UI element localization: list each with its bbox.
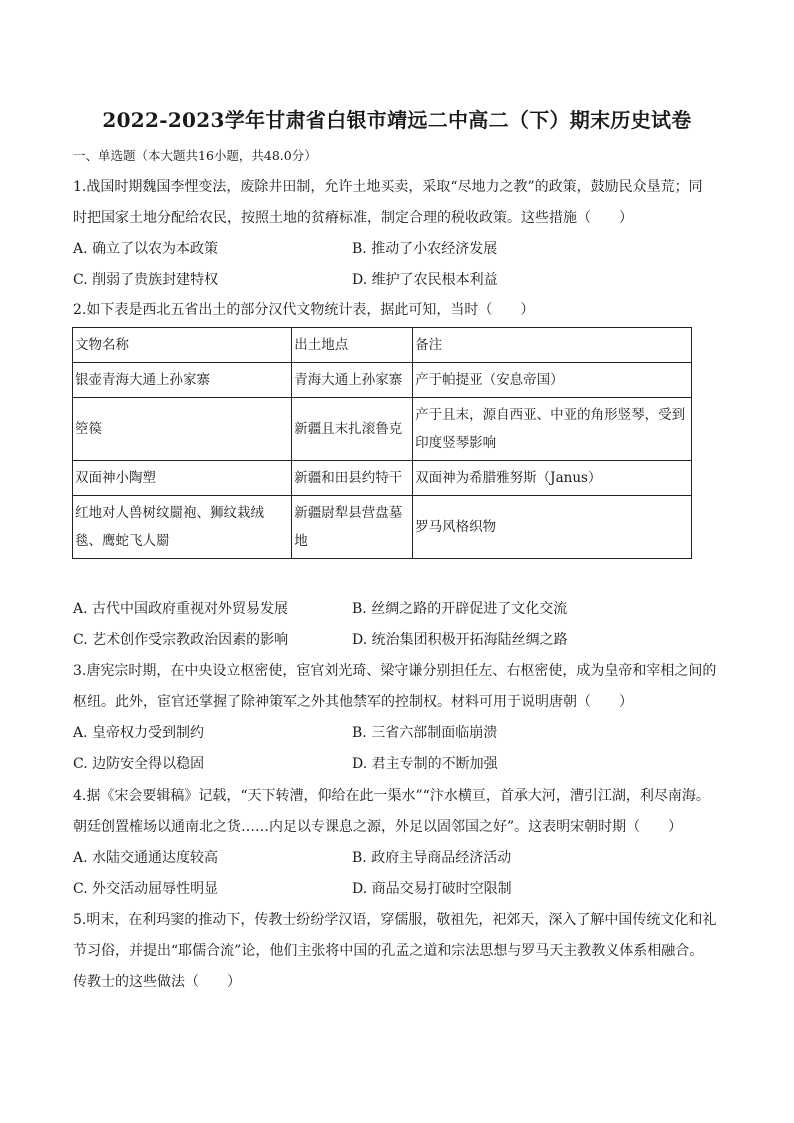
table-header-cell: 出土地点 — [292, 328, 413, 363]
table-cell: 箜篌 — [73, 398, 292, 461]
question-3-option-a: A. 皇帝权力受到制约 — [73, 725, 205, 741]
question-5-stem-line-2: 节习俗，并提出“耶儒合流”论，他们主张将中国的孔孟之道和宗法思想与罗马天主教教义体系相融合。 — [73, 943, 704, 959]
question-1-option-b: B. 推动了小农经济发展 — [352, 241, 498, 257]
question-5-stem-line-1: 5.明末，在利玛窦的推动下，传教士纷纷学汉语，穿儒服，敬祖先，祀郊天，深入了解中国传统文化和礼 — [73, 912, 717, 928]
section-heading: 一、单选题（本大题共16小题，共48.0分） — [73, 148, 317, 163]
table-cell: 双面神为希腊雅努斯（Janus） — [413, 461, 692, 496]
question-3-option-d: D. 君主专制的不断加强 — [352, 756, 498, 772]
table-row — [73, 496, 692, 559]
question-4-option-b: B. 政府主导商品经济活动 — [352, 850, 512, 866]
table-cell: 产于且末，源自西亚、中亚的角形竖琴，受到印度竖琴影响 — [413, 398, 692, 461]
question-4-stem-line-2: 朝廷创置榷场以通南北之货……内足以专课息之源，外足以固邻国之好”。这表明宋朝时期（ ） — [73, 819, 683, 835]
question-1-stem-line-1: 1.战国时期魏国李悝变法，废除井田制，允许土地买卖，采取“尽地力之教”的政策，鼓励民众垦荒；同 — [73, 179, 703, 195]
question-1-option-d: D. 维护了农民根本利益 — [352, 272, 498, 288]
question-3-stem-line-1: 3.唐宪宗时期，在中央设立枢密使，宦官刘光琦、梁守谦分别担任左、右枢密使，成为皇帝和宰相之间的 — [73, 663, 717, 679]
question-2-option-c: C. 艺术创作受宗教政治因素的影响 — [73, 632, 289, 648]
question-1-option-c: C. 削弱了贵族封建特权 — [73, 272, 219, 288]
page-title: 2022-2023学年甘肃省白银市靖远二中高二（下）期末历史试卷 — [102, 108, 692, 132]
question-2-option-a: A. 古代中国政府重视对外贸易发展 — [73, 601, 289, 617]
question-1-option-a: A. 确立了以农为本政策 — [73, 241, 219, 257]
table-cell: 新疆和田县约特干 — [292, 461, 413, 496]
table-row — [73, 363, 692, 398]
question-2-option-b: B. 丝绸之路的开辟促进了文化交流 — [352, 601, 568, 617]
question-3-option-c: C. 边防安全得以稳固 — [73, 756, 205, 772]
artifact-table — [72, 327, 692, 559]
table-cell: 罗马风格织物 — [413, 496, 692, 559]
question-4-option-d: D. 商品交易打破时空限制 — [352, 881, 512, 897]
question-4-option-c: C. 外交活动屈辱性明显 — [73, 881, 219, 897]
question-2-stem-line-1: 2.如下表是西北五省出土的部分汉代文物统计表，据此可知，当时（ ） — [73, 302, 535, 318]
table-cell: 红地对人兽树纹罽袍、狮纹栽绒毯、鹰蛇飞人罽 — [73, 496, 292, 559]
table-cell: 产于帕提亚（安息帝国） — [413, 363, 692, 398]
table-cell: 新疆且末扎滚鲁克 — [292, 398, 413, 461]
table-header-row — [73, 328, 692, 363]
question-3-option-b: B. 三省六部制面临崩溃 — [352, 725, 498, 741]
question-2-option-d: D. 统治集团积极开拓海陆丝绸之路 — [352, 632, 568, 648]
table-row — [73, 461, 692, 496]
question-5-stem-line-3: 传教士的这些做法（ ） — [73, 974, 241, 990]
question-1-stem-line-2: 时把国家土地分配给农民，按照土地的贫瘠标准，制定合理的税收政策。这些措施（ ） — [73, 210, 633, 226]
table-row — [73, 398, 692, 461]
table-cell: 新疆尉犁县营盘墓地 — [292, 496, 413, 559]
question-4-option-a: A. 水陆交通通达度较高 — [73, 850, 219, 866]
table-header-cell: 文物名称 — [73, 328, 292, 363]
table-cell: 双面神小陶塑 — [73, 461, 292, 496]
question-4-stem-line-1: 4.据《宋会要辑稿》记载，“天下转漕，仰给在此一渠水”“汴水横亘，首承大河，漕引江湖，利尽南海。 — [73, 788, 710, 804]
question-3-stem-line-2: 枢纽。此外，宦官还掌握了除神策军之外其他禁军的控制权。材料可用于说明唐朝（ ） — [73, 694, 633, 710]
table-cell: 青海大通上孙家寨 — [292, 363, 413, 398]
table-header-cell: 备注 — [413, 328, 692, 363]
table-cell: 银壶青海大通上孙家寨 — [73, 363, 292, 398]
